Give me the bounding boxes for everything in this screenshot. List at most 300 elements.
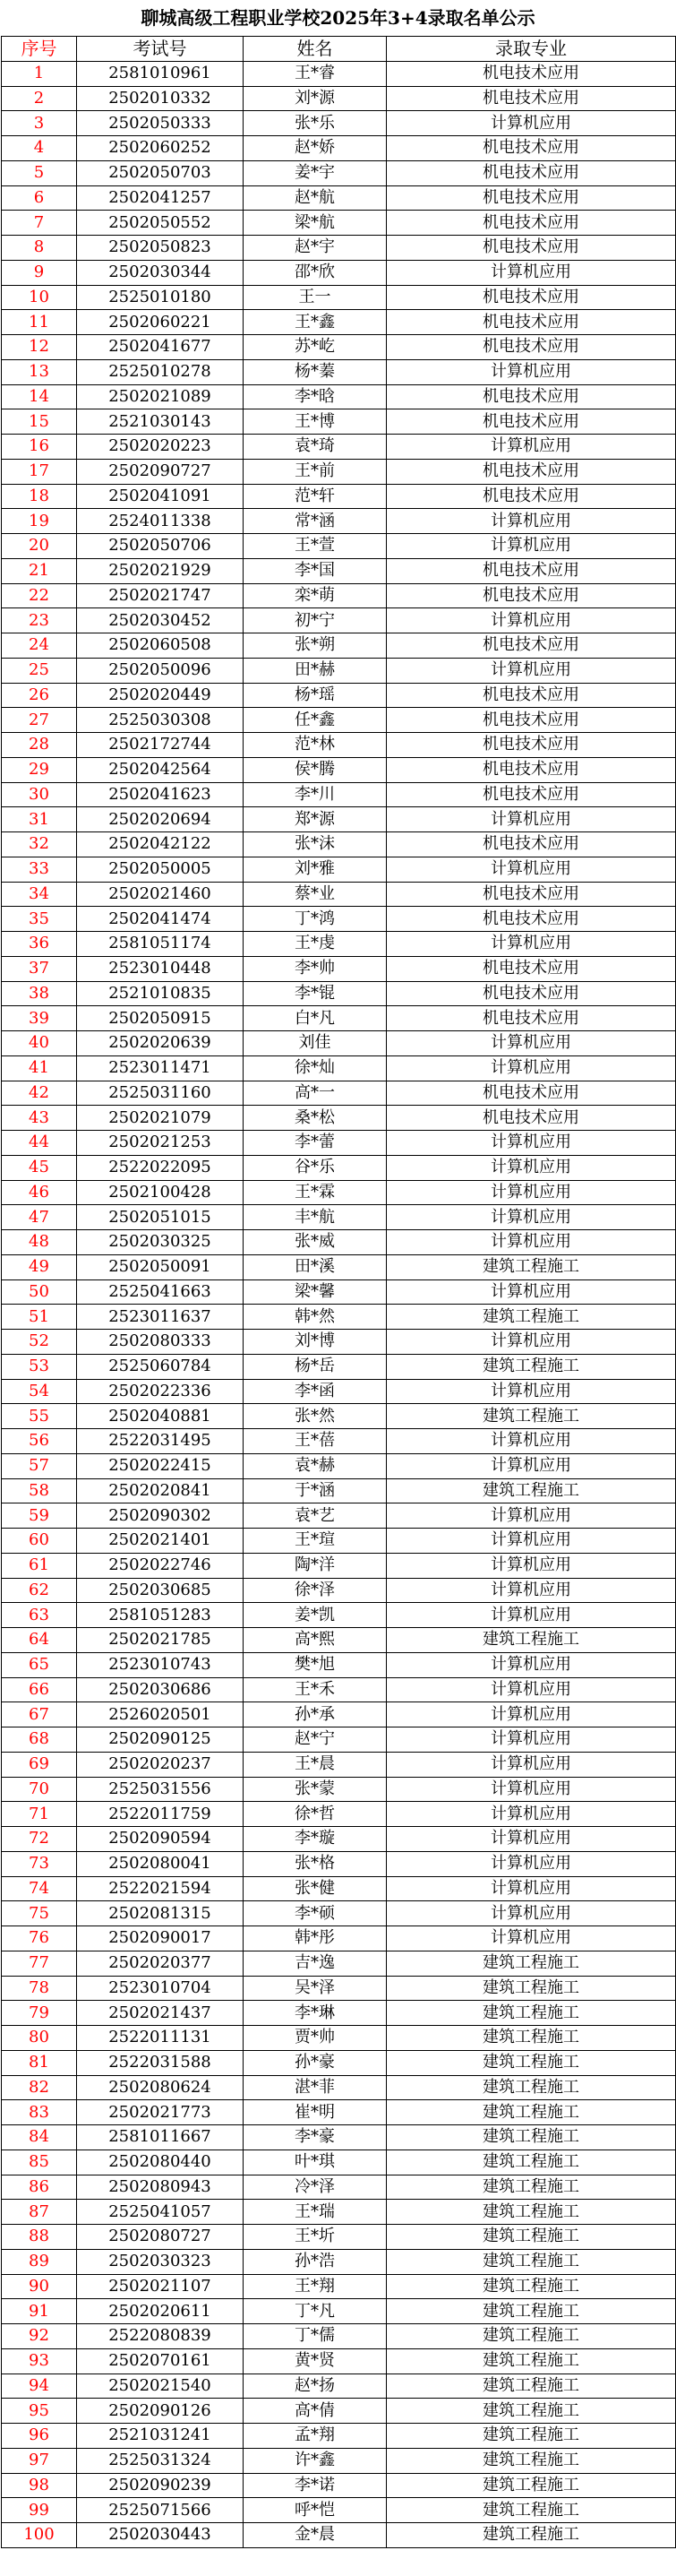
- cell-major: 计算机应用: [387, 1379, 676, 1404]
- cell-major: 建筑工程施工: [387, 1404, 676, 1429]
- cell-index: 10: [2, 285, 77, 310]
- cell-name: 李*琳: [244, 2001, 387, 2026]
- cell-exam-number: 2523010448: [77, 956, 244, 981]
- table-row: [2, 2473, 676, 2498]
- cell-major: 计算机应用: [387, 1180, 676, 1205]
- cell-major: 计算机应用: [387, 1453, 676, 1478]
- table-row: [2, 708, 676, 733]
- table-row: [2, 882, 676, 907]
- cell-major: 建筑工程施工: [387, 2001, 676, 2026]
- table-row: [2, 1727, 676, 1753]
- cell-name: 王*晨: [244, 1752, 387, 1777]
- cell-major: 建筑工程施工: [387, 2100, 676, 2125]
- cell-name: 高*一: [244, 1081, 387, 1106]
- cell-name: 常*涵: [244, 509, 387, 534]
- cell-major: 计算机应用: [387, 509, 676, 534]
- cell-exam-number: 2502080943: [77, 2175, 244, 2200]
- cell-exam-number: 2525071566: [77, 2498, 244, 2523]
- cell-major: 计算机应用: [387, 1131, 676, 1156]
- cell-index: 91: [2, 2299, 77, 2324]
- cell-major: 机电技术应用: [387, 484, 676, 509]
- cell-major: 机电技术应用: [387, 335, 676, 360]
- cell-index: 59: [2, 1503, 77, 1529]
- cell-exam-number: 2525041057: [77, 2200, 244, 2225]
- cell-exam-number: 2502021089: [77, 384, 244, 409]
- cell-exam-number: 2522022095: [77, 1155, 244, 1180]
- cell-name: 吴*泽: [244, 1976, 387, 2001]
- cell-exam-number: 2502020841: [77, 1478, 244, 1503]
- cell-exam-number: 2502030325: [77, 1230, 244, 1255]
- cell-exam-number: 2525010278: [77, 359, 244, 384]
- cell-index: 25: [2, 658, 77, 683]
- cell-name: 王*瑄: [244, 1529, 387, 1554]
- cell-exam-number: 2502050706: [77, 534, 244, 559]
- cell-index: 93: [2, 2348, 77, 2374]
- cell-index: 58: [2, 1478, 77, 1503]
- cell-index: 61: [2, 1553, 77, 1578]
- cell-name: 赵*宇: [244, 236, 387, 261]
- cell-major: 计算机应用: [387, 1603, 676, 1628]
- cell-major: 计算机应用: [387, 1677, 676, 1702]
- cell-exam-number: 2581051283: [77, 1603, 244, 1628]
- table-row: [2, 2050, 676, 2075]
- cell-exam-number: 2524011338: [77, 509, 244, 534]
- cell-major: 建筑工程施工: [387, 2498, 676, 2523]
- cell-index: 7: [2, 211, 77, 236]
- cell-exam-number: 2502041677: [77, 335, 244, 360]
- cell-index: 52: [2, 1330, 77, 1355]
- table-row: [2, 211, 676, 236]
- table-row: [2, 484, 676, 509]
- cell-exam-number: 2502080041: [77, 1851, 244, 1876]
- cell-index: 3: [2, 111, 77, 136]
- table-row: [2, 832, 676, 857]
- cell-name: 徐*泽: [244, 1578, 387, 1603]
- table-row: [2, 658, 676, 683]
- cell-major: 计算机应用: [387, 1553, 676, 1578]
- table-row: [2, 2249, 676, 2274]
- cell-index: 55: [2, 1404, 77, 1429]
- cell-exam-number: 2502172744: [77, 733, 244, 758]
- table-row: [2, 2225, 676, 2250]
- table-row: [2, 1951, 676, 1976]
- cell-name: 吉*逸: [244, 1951, 387, 1976]
- cell-name: 初*宁: [244, 608, 387, 633]
- cell-major: 建筑工程施工: [387, 2200, 676, 2225]
- cell-index: 89: [2, 2249, 77, 2274]
- cell-major: 建筑工程施工: [387, 2348, 676, 2374]
- cell-major: 计算机应用: [387, 1876, 676, 1901]
- cell-index: 37: [2, 956, 77, 981]
- cell-exam-number: 2502060221: [77, 310, 244, 335]
- cell-major: 计算机应用: [387, 1279, 676, 1305]
- cell-index: 48: [2, 1230, 77, 1255]
- cell-major: 建筑工程施工: [387, 2299, 676, 2324]
- table-row: [2, 2200, 676, 2225]
- cell-name: 袁*艺: [244, 1503, 387, 1529]
- cell-index: 97: [2, 2448, 77, 2473]
- table-row: [2, 1205, 676, 1230]
- cell-name: 田*赫: [244, 658, 387, 683]
- cell-index: 88: [2, 2225, 77, 2250]
- table-row: [2, 857, 676, 882]
- cell-major: 机电技术应用: [387, 882, 676, 907]
- cell-major: 机电技术应用: [387, 832, 676, 857]
- cell-index: 73: [2, 1851, 77, 1876]
- cell-major: 机电技术应用: [387, 285, 676, 310]
- cell-exam-number: 2502050333: [77, 111, 244, 136]
- cell-index: 16: [2, 435, 77, 460]
- table-body: [2, 61, 676, 2547]
- cell-name: 栾*萌: [244, 583, 387, 608]
- cell-exam-number: 2502050005: [77, 857, 244, 882]
- cell-major: 建筑工程施工: [387, 2075, 676, 2100]
- cell-exam-number: 2502090017: [77, 1926, 244, 1951]
- cell-exam-number: 2502041623: [77, 782, 244, 807]
- cell-major: 机电技术应用: [387, 558, 676, 583]
- cell-major: 机电技术应用: [387, 907, 676, 932]
- cell-exam-number: 2525030308: [77, 708, 244, 733]
- cell-exam-number: 2502042122: [77, 832, 244, 857]
- cell-exam-number: 2502030344: [77, 260, 244, 285]
- cell-name: 张*蒙: [244, 1777, 387, 1802]
- cell-name: 田*溪: [244, 1254, 387, 1279]
- cell-name: 叶*琪: [244, 2150, 387, 2175]
- cell-index: 41: [2, 1055, 77, 1081]
- cell-exam-number: 2502021079: [77, 1106, 244, 1131]
- table-row: [2, 2324, 676, 2349]
- cell-exam-number: 2522011759: [77, 1802, 244, 1827]
- cell-name: 李*豪: [244, 2125, 387, 2150]
- cell-major: 建筑工程施工: [387, 2225, 676, 2250]
- cell-major: 机电技术应用: [387, 683, 676, 708]
- cell-name: 赵*扬: [244, 2374, 387, 2399]
- cell-name: 丰*航: [244, 1205, 387, 1230]
- cell-index: 98: [2, 2473, 77, 2498]
- cell-exam-number: 2502022415: [77, 1453, 244, 1478]
- cell-exam-number: 2502090594: [77, 1827, 244, 1852]
- cell-name: 李*锟: [244, 981, 387, 1006]
- cell-exam-number: 2502041474: [77, 907, 244, 932]
- cell-index: 42: [2, 1081, 77, 1106]
- cell-name: 王*鑫: [244, 310, 387, 335]
- cell-major: 计算机应用: [387, 807, 676, 832]
- cell-exam-number: 2525031160: [77, 1081, 244, 1106]
- cell-name: 任*鑫: [244, 708, 387, 733]
- table-row: [2, 1031, 676, 1056]
- cell-major: 建筑工程施工: [387, 1354, 676, 1379]
- cell-exam-number: 2581010961: [77, 61, 244, 86]
- cell-major: 计算机应用: [387, 1055, 676, 1081]
- cell-major: 机电技术应用: [387, 1006, 676, 1031]
- cell-major: 计算机应用: [387, 608, 676, 633]
- cell-index: 15: [2, 409, 77, 435]
- cell-exam-number: 2522080839: [77, 2324, 244, 2349]
- cell-major: 计算机应用: [387, 1827, 676, 1852]
- cell-exam-number: 2502020639: [77, 1031, 244, 1056]
- cell-major: 建筑工程施工: [387, 1951, 676, 1976]
- cell-major: 计算机应用: [387, 658, 676, 683]
- cell-index: 6: [2, 185, 77, 211]
- table-row: [2, 981, 676, 1006]
- cell-index: 46: [2, 1180, 77, 1205]
- table-row: [2, 633, 676, 659]
- table-row: [2, 733, 676, 758]
- cell-major: 计算机应用: [387, 1851, 676, 1876]
- cell-name: 高*倩: [244, 2399, 387, 2424]
- table-row: [2, 1081, 676, 1106]
- cell-exam-number: 2502020694: [77, 807, 244, 832]
- cell-name: 赵*航: [244, 185, 387, 211]
- table-row: [2, 2100, 676, 2125]
- table-row: [2, 2523, 676, 2548]
- cell-major: 计算机应用: [387, 1230, 676, 1255]
- cell-index: 32: [2, 832, 77, 857]
- cell-name: 郑*源: [244, 807, 387, 832]
- table-row: [2, 2001, 676, 2026]
- cell-name: 杨*岳: [244, 1354, 387, 1379]
- table-row: [2, 260, 676, 285]
- cell-major: 计算机应用: [387, 1031, 676, 1056]
- cell-index: 49: [2, 1254, 77, 1279]
- table-row: [2, 236, 676, 261]
- cell-name: 张*威: [244, 1230, 387, 1255]
- table-row: [2, 782, 676, 807]
- cell-exam-number: 2502070161: [77, 2348, 244, 2374]
- cell-exam-number: 2502020223: [77, 435, 244, 460]
- cell-major: 计算机应用: [387, 260, 676, 285]
- cell-exam-number: 2502021401: [77, 1529, 244, 1554]
- table-row: [2, 61, 676, 86]
- cell-exam-number: 2522021594: [77, 1876, 244, 1901]
- table-row: [2, 1553, 676, 1578]
- table-row: [2, 1106, 676, 1131]
- table-row: [2, 1702, 676, 1727]
- table-row: [2, 1006, 676, 1031]
- table-row: [2, 2299, 676, 2324]
- cell-name: 王*蓓: [244, 1429, 387, 1454]
- cell-index: 85: [2, 2150, 77, 2175]
- cell-exam-number: 2523011637: [77, 1305, 244, 1330]
- cell-exam-number: 2502080440: [77, 2150, 244, 2175]
- cell-name: 梁*航: [244, 211, 387, 236]
- cell-major: 建筑工程施工: [387, 1254, 676, 1279]
- cell-major: 机电技术应用: [387, 61, 676, 86]
- cell-exam-number: 2502081315: [77, 1901, 244, 1926]
- cell-name: 蔡*业: [244, 882, 387, 907]
- cell-major: 机电技术应用: [387, 211, 676, 236]
- cell-index: 86: [2, 2175, 77, 2200]
- table-row: [2, 1578, 676, 1603]
- cell-name: 金*晨: [244, 2523, 387, 2548]
- cell-exam-number: 2502030323: [77, 2249, 244, 2274]
- table-row: [2, 2075, 676, 2100]
- table-row: [2, 534, 676, 559]
- table-row: [2, 2026, 676, 2051]
- cell-name: 李*国: [244, 558, 387, 583]
- cell-major: 机电技术应用: [387, 86, 676, 111]
- cell-major: 计算机应用: [387, 1926, 676, 1951]
- cell-index: 50: [2, 1279, 77, 1305]
- cell-major: 计算机应用: [387, 1652, 676, 1677]
- cell-name: 许*鑫: [244, 2448, 387, 2473]
- table-row: [2, 2125, 676, 2150]
- cell-index: 77: [2, 1951, 77, 1976]
- cell-major: 计算机应用: [387, 932, 676, 957]
- cell-name: 王*萱: [244, 534, 387, 559]
- table-row: [2, 1131, 676, 1156]
- cell-index: 90: [2, 2274, 77, 2299]
- cell-exam-number: 2502040881: [77, 1404, 244, 1429]
- cell-exam-number: 2502042564: [77, 757, 244, 782]
- cell-major: 计算机应用: [387, 1429, 676, 1454]
- header-major: 录取专业: [387, 37, 676, 62]
- table-row: [2, 136, 676, 161]
- table-row: [2, 757, 676, 782]
- cell-name: 谷*乐: [244, 1155, 387, 1180]
- table-row: [2, 459, 676, 484]
- cell-index: 24: [2, 633, 77, 659]
- cell-index: 35: [2, 907, 77, 932]
- cell-index: 33: [2, 857, 77, 882]
- cell-exam-number: 2522031588: [77, 2050, 244, 2075]
- cell-index: 67: [2, 1702, 77, 1727]
- cell-index: 20: [2, 534, 77, 559]
- cell-index: 44: [2, 1131, 77, 1156]
- table-row: [2, 1155, 676, 1180]
- cell-major: 计算机应用: [387, 111, 676, 136]
- cell-index: 26: [2, 683, 77, 708]
- cell-major: 机电技术应用: [387, 384, 676, 409]
- cell-major: 机电技术应用: [387, 136, 676, 161]
- table-row: [2, 956, 676, 981]
- cell-name: 赵*娇: [244, 136, 387, 161]
- cell-exam-number: 2502020449: [77, 683, 244, 708]
- admission-table: [1, 36, 676, 2548]
- cell-name: 杨*瑶: [244, 683, 387, 708]
- cell-name: 崔*明: [244, 2100, 387, 2125]
- cell-major: 建筑工程施工: [387, 2125, 676, 2150]
- cell-name: 王*虔: [244, 932, 387, 957]
- cell-major: 建筑工程施工: [387, 2424, 676, 2449]
- table-row: [2, 2448, 676, 2473]
- cell-major: 机电技术应用: [387, 1106, 676, 1131]
- cell-index: 68: [2, 1727, 77, 1753]
- table-row: [2, 1652, 676, 1677]
- header-exam-number: 考试号: [77, 37, 244, 62]
- cell-exam-number: 2523011471: [77, 1055, 244, 1081]
- cell-major: 计算机应用: [387, 1155, 676, 1180]
- cell-name: 王*博: [244, 409, 387, 435]
- cell-index: 12: [2, 335, 77, 360]
- cell-index: 92: [2, 2324, 77, 2349]
- cell-exam-number: 2526020501: [77, 1702, 244, 1727]
- cell-name: 刘*源: [244, 86, 387, 111]
- cell-name: 袁*赫: [244, 1453, 387, 1478]
- cell-major: 机电技术应用: [387, 757, 676, 782]
- cell-exam-number: 2502090126: [77, 2399, 244, 2424]
- table-row: [2, 907, 676, 932]
- cell-name: 白*凡: [244, 1006, 387, 1031]
- cell-index: 74: [2, 1876, 77, 1901]
- cell-index: 99: [2, 2498, 77, 2523]
- cell-name: 张*沫: [244, 832, 387, 857]
- cell-major: 计算机应用: [387, 1503, 676, 1529]
- cell-name: 杨*蓁: [244, 359, 387, 384]
- table-row: [2, 1876, 676, 1901]
- cell-index: 60: [2, 1529, 77, 1554]
- cell-major: 机电技术应用: [387, 409, 676, 435]
- cell-major: 计算机应用: [387, 857, 676, 882]
- cell-name: 李*诺: [244, 2473, 387, 2498]
- cell-name: 张*健: [244, 1876, 387, 1901]
- cell-exam-number: 2502021540: [77, 2374, 244, 2399]
- cell-exam-number: 2502050915: [77, 1006, 244, 1031]
- cell-name: 王*圻: [244, 2225, 387, 2250]
- cell-name: 范*轩: [244, 484, 387, 509]
- cell-name: 王一: [244, 285, 387, 310]
- cell-name: 樊*旭: [244, 1652, 387, 1677]
- cell-major: 建筑工程施工: [387, 2175, 676, 2200]
- cell-exam-number: 2502050823: [77, 236, 244, 261]
- cell-index: 81: [2, 2050, 77, 2075]
- cell-index: 62: [2, 1578, 77, 1603]
- cell-major: 计算机应用: [387, 1578, 676, 1603]
- cell-exam-number: 2502022746: [77, 1553, 244, 1578]
- cell-name: 丁*凡: [244, 2299, 387, 2324]
- cell-index: 57: [2, 1453, 77, 1478]
- cell-exam-number: 2521031241: [77, 2424, 244, 2449]
- cell-name: 刘佳: [244, 1031, 387, 1056]
- cell-index: 1: [2, 61, 77, 86]
- cell-name: 韩*然: [244, 1305, 387, 1330]
- cell-name: 李*晗: [244, 384, 387, 409]
- cell-name: 丁*儒: [244, 2324, 387, 2349]
- cell-name: 李*蕾: [244, 1131, 387, 1156]
- cell-exam-number: 2502090125: [77, 1727, 244, 1753]
- cell-name: 黄*贤: [244, 2348, 387, 2374]
- cell-major: 机电技术应用: [387, 782, 676, 807]
- table-row: [2, 2175, 676, 2200]
- table-row: [2, 1305, 676, 1330]
- cell-index: 38: [2, 981, 77, 1006]
- cell-name: 陶*洋: [244, 1553, 387, 1578]
- cell-exam-number: 2502090727: [77, 459, 244, 484]
- cell-name: 贾*帅: [244, 2026, 387, 2051]
- cell-major: 机电技术应用: [387, 1081, 676, 1106]
- table-row: [2, 2374, 676, 2399]
- cell-exam-number: 2502051015: [77, 1205, 244, 1230]
- cell-name: 苏*屹: [244, 335, 387, 360]
- cell-index: 27: [2, 708, 77, 733]
- table-row: [2, 2498, 676, 2523]
- cell-name: 李*函: [244, 1379, 387, 1404]
- cell-major: 建筑工程施工: [387, 1478, 676, 1503]
- cell-major: 机电技术应用: [387, 236, 676, 261]
- table-row: [2, 409, 676, 435]
- cell-name: 韩*彤: [244, 1926, 387, 1951]
- cell-exam-number: 2502020237: [77, 1752, 244, 1777]
- cell-name: 呼*恺: [244, 2498, 387, 2523]
- cell-index: 31: [2, 807, 77, 832]
- cell-major: 机电技术应用: [387, 459, 676, 484]
- cell-index: 78: [2, 1976, 77, 2001]
- cell-index: 34: [2, 882, 77, 907]
- cell-name: 孙*豪: [244, 2050, 387, 2075]
- cell-name: 姜*宇: [244, 160, 387, 185]
- cell-exam-number: 2523010704: [77, 1976, 244, 2001]
- header-name: 姓名: [244, 37, 387, 62]
